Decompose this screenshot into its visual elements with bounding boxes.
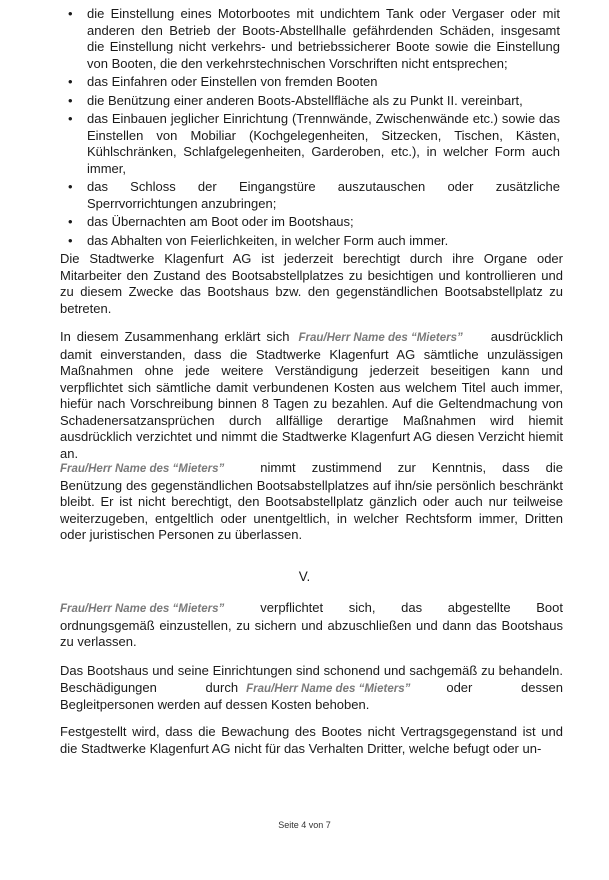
prohibited-actions-list (60, 6, 560, 251)
list-item: • das Übernachten am Boot oder im Bootshaus; (60, 214, 560, 231)
personal-use-paragraph (60, 460, 563, 544)
tenant-name-placeholder: Frau/Herr Name des “Mieters” (60, 603, 225, 615)
paragraph-text: nimmt zustimmend zur Kenntnis, dass die Benützung des gegenständlichen Bootsabstellplatzes auf ihn/sie persönlich beschränkt bleibt. Er ist nicht berechtigt, den Bootsabstellplatz gänzlich oder auch nur teilweise weiterzugeben, entgeltlich oder unentgeltlich, in welcher Rechtsform immer, Dritten oder juristischen Personen zu überlassen. (60, 460, 563, 542)
tenant-name-placeholder: Frau/Herr Name des “Mieters” (246, 682, 411, 695)
list-item: • das Einbauen jeglicher Einrichtung (Trennwände, Zwischenwände etc.) sowie das Einstellen von Mobiliar (Kochgelegenheiten, Sitzecken, Tischen, Kästen, Kühlschränken, Schlafgelegenheiten, Garderoben, etc.), in welcher Form auch immer, (60, 111, 560, 177)
tenant-name-placeholder: Frau/Herr Name des “Mieters” (298, 332, 463, 344)
list-item: • das Einfahren oder Einstellen von fremden Booten (60, 74, 560, 91)
page-number: Seite 4 von 7 (278, 820, 331, 830)
list-item: • die Benützung einer anderen Boots-Abstellfläche als zu Punkt II. vereinbart, (60, 93, 560, 110)
list-item: • das Abhalten von Feierlichkeiten, in welcher Form auch immer. (60, 233, 560, 250)
paragraph-text: Das Bootshaus und seine Einrichtungen sind schonend und sachgemäß zu behandeln. Beschädigungen durch (60, 663, 563, 695)
list-item: • die Einstellung eines Motorbootes mit undichtem Tank oder Vergaser oder mit anderen den Betrieb der Boots-Abstellhalle gefährdenden Schäden, insgesamt die Einstellung nicht verkehrs- und betriebssicherer Boote sowie die Einstellung von Booten, die den verkehrstechnischen Vorschriften nicht entsprechen; (60, 6, 560, 72)
section-heading: V. (298, 569, 311, 584)
consent-paragraph (60, 329, 563, 462)
damage-paragraph (60, 663, 563, 714)
tenant-name-placeholder: Frau/Herr Name des “Mieters” (60, 463, 225, 475)
paragraph-text: In diesem Zusammenhang erklärt sich (60, 329, 290, 344)
paragraph-text: verpflichtet sich, das abgestellte Boot ordnungsgemäß einzustellen, zu sichern und abzuschließen und dann das Bootshaus zu verlassen. (60, 600, 563, 649)
list-item: • das Schloss der Eingangstüre auszutauschen oder zusätzliche Sperrvorrichtungen anzubringen; (60, 179, 560, 212)
surveillance-paragraph: Festgestellt wird, dass die Bewachung des Bootes nicht Vertragsgegenstand ist und die Stadtwerke Klagenfurt AG nicht für das Verhalten Dritter, welche befugt oder un- (60, 724, 563, 756)
paragraph-text: oder dessen Begleitpersonen werden auf dessen Kosten behoben. (60, 679, 563, 712)
inspection-paragraph: Die Stadtwerke Klagenfurt AG ist jederzeit berechtigt durch ihre Organe oder Mitarbeiter den Zustand des Bootsabstellplatzes zu besichtigen und kontrollieren und zu diesem Zwecke das Bootshaus bzw. den gegenständlichen Bootsabstellplatz zu betreten. (60, 251, 563, 316)
paragraph-text: ausdrücklich damit einverstanden, dass die Stadtwerke Klagenfurt AG sämtliche unzulässigen Maßnahmen ohne jede weitere Verständigung jederzeit beseitigen kann und verpflichtet sich sämtliche damit verbundenen Kosten aus welchem Titel auch immer, hiefür nach Vorschreibung binnen 8 Tagen zu bezahlen. Auf die Geltendmachung von Schadenersatzansprüchen durch allfällige derartige Maßnahmen wird hiemit ausdrücklich verzichtet und nimmt die Stadtwerke Klagenfurt AG diesen Verzicht hiemit an. (60, 329, 563, 461)
boat-storage-paragraph (60, 600, 563, 651)
